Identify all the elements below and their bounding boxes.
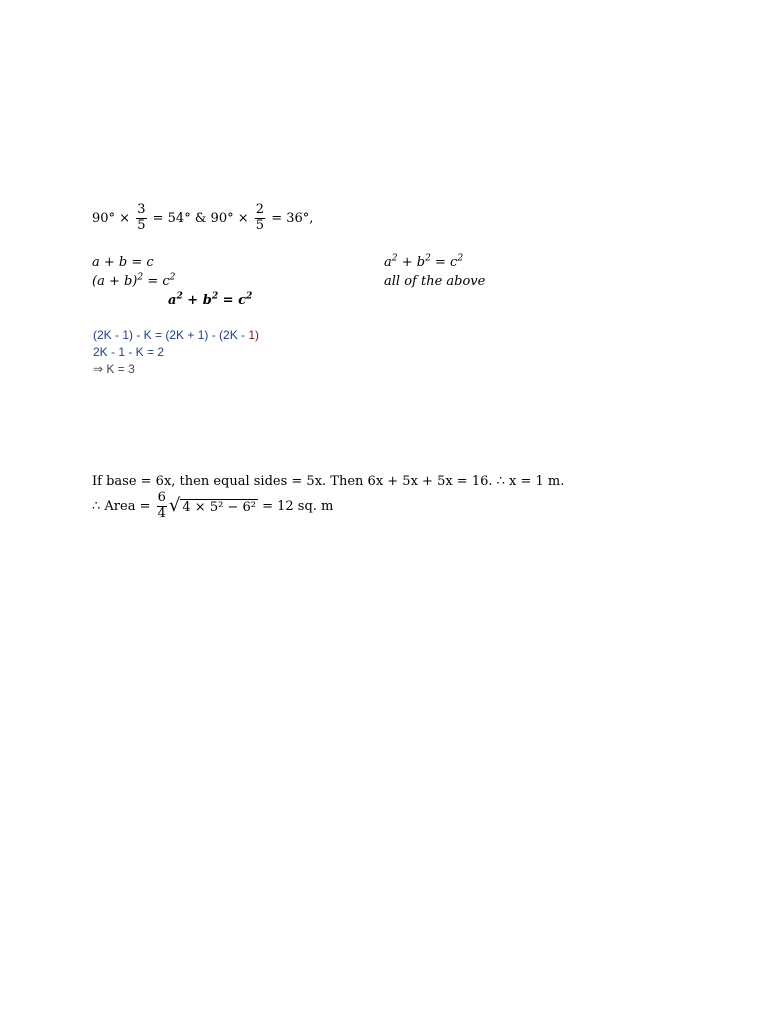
answer-all-of-the-above: all of the above xyxy=(384,274,486,289)
eq-pythagoras-right: $a^2 + b^2 = c^2$ xyxy=(384,253,464,270)
fraction-six-fourths: $\frac{6}{4}$ xyxy=(157,490,166,521)
eq-pythagoras-bold: $a^2 + b^2 = c^2$ xyxy=(168,290,253,308)
angle-equation xyxy=(92,203,313,234)
angle-eq-part-a: 90° × xyxy=(92,210,131,226)
k-equation-line-1: (2K - 1) - K = (2K + 1) - (2K - 1) xyxy=(93,328,260,342)
square-root-expression: √ 4 × 5² − 6² xyxy=(168,495,256,517)
angle-eq-part-c: = 36°, xyxy=(271,210,314,226)
triangle-sides-statement: If base = 6x, then equal sides = 5x. Then 6x + 5x + 5x = 16. ∴ x = 1 m. xyxy=(92,474,565,489)
k-equation-line-3: ⇒ K = 3 xyxy=(93,362,135,376)
eq-a-plus-b: a + b = c xyxy=(92,255,154,270)
triangle-area-equation: ∴ Area = $\frac{6}{4}$ √ 4 × 5² − 6² = 12 sq. m xyxy=(92,490,334,521)
fraction-two-fifths: $\frac{2}{5}$ xyxy=(255,202,265,233)
fraction-three-fifths: $\frac{3}{5}$ xyxy=(137,202,146,233)
eq-squared-sum: $(a + b)^2 = c^2$ xyxy=(92,272,176,289)
angle-eq-part-b: = 54° & 90° × xyxy=(152,210,249,226)
k-equation-line-2: 2K - 1 - K = 2 xyxy=(93,345,165,359)
radical-sign-icon: √ xyxy=(168,495,181,517)
